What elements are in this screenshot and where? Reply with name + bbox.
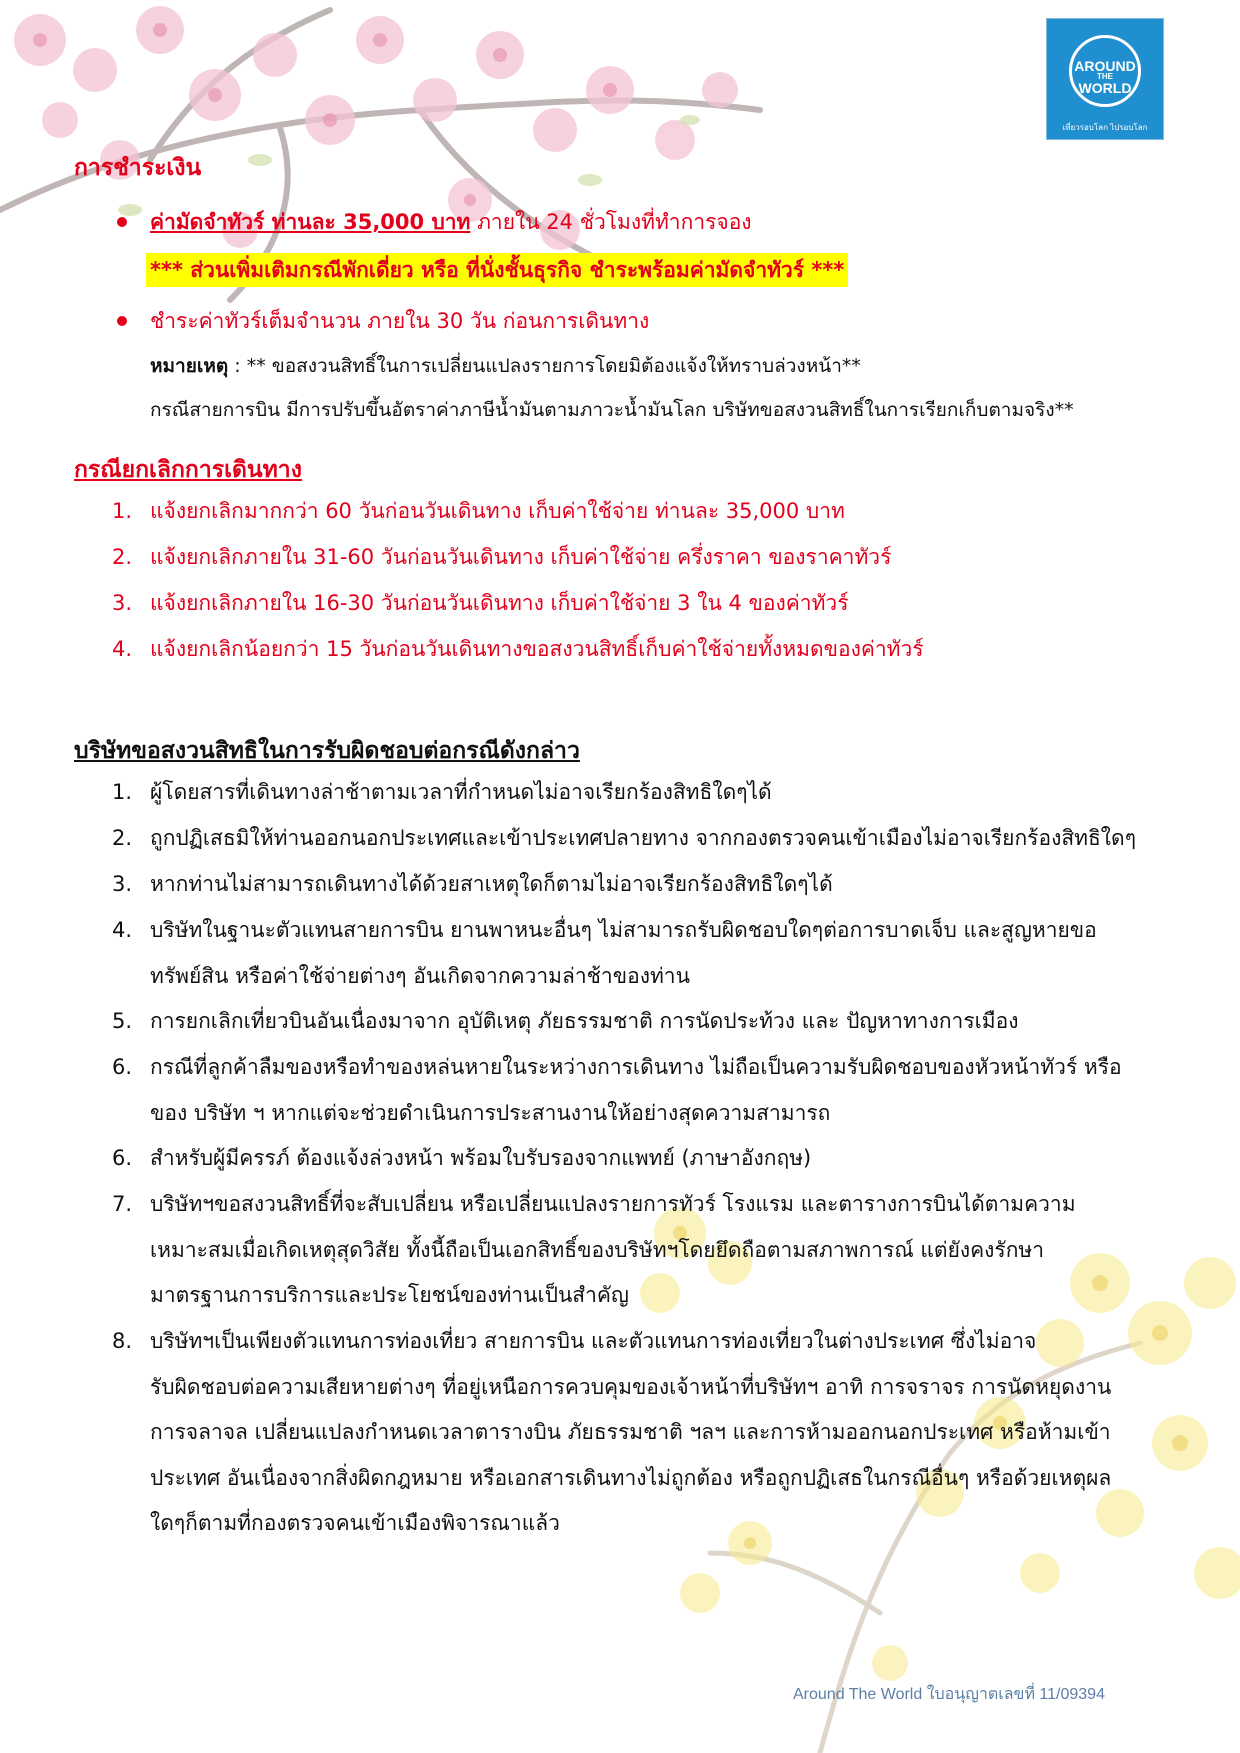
- liability-item-line: การยกเลิกเที่ยวบินอันเนื่องมาจาก อุบัติเหตุ ภัยธรรมชาติ การนัดประท้วง และ ปัญหาทางการเมือง: [150, 1009, 1019, 1033]
- footer-license: Around The World ใบอนุญาตเลขที่ 11/09394: [793, 1686, 1105, 1703]
- cancellation-item-number: 2.: [112, 545, 133, 569]
- cancellation-item-text: แจ้งยกเลิกมากกว่า 60 วันก่อนวันเดินทาง เก็บค่าใช้จ่าย ท่านละ 35,000 บาท: [150, 499, 845, 523]
- remark-line: [150, 352, 861, 380]
- liability-heading: บริษัทขอสงวนสิทธิในการรับผิดชอบต่อกรณีดังกล่าว: [74, 738, 580, 764]
- deposit-note: ภายใน 24 ชั่วโมงที่ทำการจอง: [470, 210, 752, 234]
- liability-item-line: ผู้โดยสารที่เดินทางล่าช้าตามเวลาที่กำหนดไม่อาจเรียกร้องสิทธิใดๆได้: [150, 780, 772, 804]
- liability-item-line: รับผิดชอบต่อความเสียหายต่างๆ ที่อยู่เหนือการควบคุมของเจ้าหน้าที่บริษัทฯ อาทิ การจราจร การนัดหยุดงาน: [150, 1375, 1112, 1399]
- full-payment-line: ชำระค่าทัวร์เต็มจำนวน ภายใน 30 วัน ก่อนการเดินทาง: [150, 309, 650, 333]
- highlight-notice: [146, 256, 848, 284]
- liability-item-number: 6.: [112, 1146, 133, 1170]
- logo-tagline: เที่ยวรอบโลก ไปรอบโลก: [1062, 123, 1148, 132]
- liability-item-number: 7.: [112, 1192, 133, 1216]
- liability-item-number: 6.: [112, 1055, 133, 1079]
- remark-text: : ** ขอสงวนสิทธิ์ในการเปลี่ยนแปลงรายการโดยมิต้องแจ้งให้ทราบล่วงหน้า**: [228, 355, 861, 377]
- cancellation-item-text: แจ้งยกเลิกน้อยกว่า 15 วันก่อนวันเดินทางขอสงวนสิทธิ์เก็บค่าใช้จ่ายทั้งหมดของค่าทัวร์: [150, 637, 924, 661]
- liability-item-number: 1.: [112, 780, 133, 804]
- deposit-label: ค่ามัดจำทัวร์ ท่านละ 35,000 บาท: [150, 210, 471, 234]
- bullet-icon: [117, 217, 127, 227]
- bullet-icon: [117, 316, 127, 326]
- liability-item-line: ถูกปฏิเสธมิให้ท่านออกนอกประเทศและเข้าประเทศปลายทาง จากกองตรวจคนเข้าเมืองไม่อาจเรียกร้องสิทธิใดๆ: [150, 826, 1136, 850]
- deposit-line: [150, 208, 752, 236]
- highlight-text: *** ส่วนเพิ่มเติมกรณีพักเดี่ยว หรือ ที่นั่งชั้นธุรกิจ ชำระพร้อมค่ามัดจำทัวร์ ***: [146, 253, 848, 287]
- remark-line-2: กรณีสายการบิน มีการปรับขึ้นอัตราค่าภาษีน้ำมันตามภาวะน้ำมันโลก บริษัทขอสงวนสิทธิ์ในการเรียกเก็บตามจริง**: [150, 399, 1074, 421]
- liability-item-line: สำหรับผู้มีครรภ์ ต้องแจ้งล่วงหน้า พร้อมใบรับรองจากแพทย์ (ภาษาอังกฤษ): [150, 1146, 812, 1170]
- cancellation-item-number: 4.: [112, 637, 133, 661]
- cancellation-item-text: แจ้งยกเลิกภายใน 31-60 วันก่อนวันเดินทาง เก็บค่าใช้จ่าย ครึ่งราคา ของราคาทัวร์: [150, 545, 892, 569]
- liability-item-line: หากท่านไม่สามารถเดินทางได้ด้วยสาเหตุใดก็ตามไม่อาจเรียกร้องสิทธิใดๆได้: [150, 872, 833, 896]
- cancellation-item-text: แจ้งยกเลิกภายใน 16-30 วันก่อนวันเดินทาง เก็บค่าใช้จ่าย 3 ใน 4 ของค่าทัวร์: [150, 591, 849, 615]
- liability-item-line: บริษัทฯขอสงวนสิทธิ์ที่จะสับเปลี่ยน หรือเปลี่ยนแปลงรายการทัวร์ โรงแรม และตารางการบินได้ตามความ: [150, 1192, 1076, 1216]
- liability-item-line: กรณีที่ลูกค้าลืมของหรือทำของหล่นหายในระหว่างการเดินทาง ไม่ถือเป็นความรับผิดชอบของหัวหน้าทัวร์ หรือ: [150, 1055, 1122, 1079]
- liability-item-line: การจลาจล เปลี่ยนแปลงกำหนดเวลาตารางบิน ภัยธรรมชาติ ฯลฯ และการห้ามออกนอกประเทศ หรือห้ามเข้า: [150, 1420, 1111, 1444]
- cancellation-heading: กรณียกเลิกการเดินทาง: [74, 457, 302, 483]
- liability-item-number: 8.: [112, 1329, 133, 1353]
- payment-heading: การชำระเงิน: [74, 155, 202, 181]
- cancellation-item-number: 3.: [112, 591, 133, 615]
- liability-item-line: ทรัพย์สิน หรือค่าใช้จ่ายต่างๆ อันเกิดจากความล่าช้าของท่าน: [150, 964, 690, 988]
- liability-item-number: 5.: [112, 1009, 133, 1033]
- liability-item-line: เหมาะสมเมื่อเกิดเหตุสุดวิสัย ทั้งนี้ถือเป็นเอกสิทธิ์ของบริษัทฯโดยยึดถือตามสภาพการณ์ แต่ยังคงรักษา: [150, 1238, 1045, 1262]
- liability-item-line: ใดๆก็ตามที่กองตรวจคนเข้าเมืองพิจารณาแล้ว: [150, 1511, 560, 1535]
- remark-label: หมายเหตุ: [150, 355, 229, 377]
- liability-item-number: 3.: [112, 872, 133, 896]
- liability-item-number: 2.: [112, 826, 133, 850]
- liability-item-line: มาตรฐานการบริการและประโยชน์ของท่านเป็นสำคัญ: [150, 1283, 629, 1307]
- liability-item-number: 4.: [112, 918, 133, 942]
- liability-item-line: บริษัทในฐานะตัวแทนสายการบิน ยานพาหนะอื่นๆ ไม่สามารถรับผิดชอบใดๆต่อการบาดเจ็บ และสูญหายขอ: [150, 918, 1097, 942]
- company-logo: [1046, 18, 1164, 140]
- liability-item-line: บริษัทฯเป็นเพียงตัวแทนการท่องเที่ยว สายการบิน และตัวแทนการท่องเที่ยวในต่างประเทศ ซึ่งไม่อาจ: [150, 1329, 1037, 1353]
- liability-item-line: ของ บริษัท ฯ หากแต่จะช่วยดำเนินการประสานงานให้อย่างสุดความสามารถ: [150, 1101, 831, 1125]
- liability-item-line: ประเทศ อันเนื่องจากสิ่งผิดกฎหมาย หรือเอกสารเดินทางไม่ถูกต้อง หรือถูกปฏิเสธในกรณีอื่นๆ หรือด้วยเหตุผล: [150, 1466, 1112, 1490]
- cancellation-item-number: 1.: [112, 499, 133, 523]
- logo-brand-text: AROUND THE WORLD: [1074, 58, 1136, 96]
